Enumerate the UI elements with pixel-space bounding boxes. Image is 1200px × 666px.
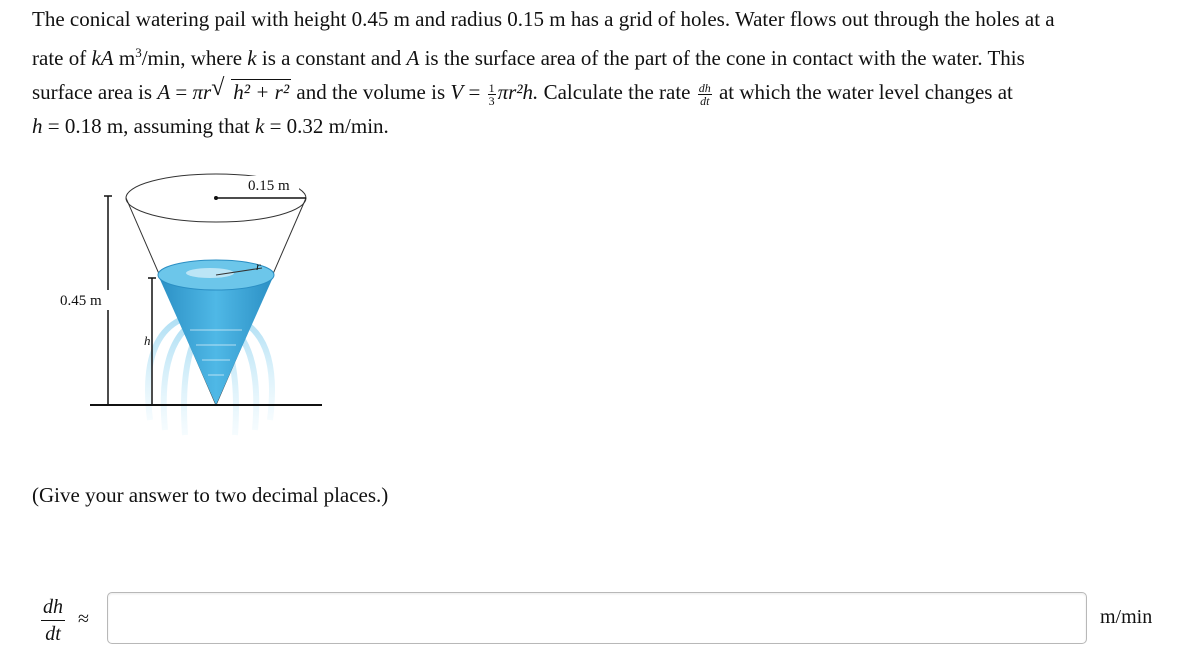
answer-row — [0, 590, 1200, 650]
water-radius-label: r — [256, 259, 261, 273]
water-height-label: h — [144, 333, 151, 348]
problem-line-1: The conical watering pail with height 0.45 m and radius 0.15 m has a grid of holes. Water flows out through the holes at a — [32, 7, 1055, 31]
approx-symbol: ≈ — [78, 608, 89, 630]
instruction-hint: (Give your answer to two decimal places.) — [32, 483, 389, 507]
answer-input[interactable] — [107, 592, 1087, 644]
problem-statement — [32, 2, 1182, 143]
height-label: 0.45 m — [60, 293, 102, 309]
fraction-one-third: $\frac{1}{3}$ — [488, 80, 495, 108]
answer-fraction: $\frac{dh}{dt}$ — [43, 596, 63, 645]
fraction-dh-dt: $\frac{dh}{dt}$ — [698, 80, 711, 108]
radius-label: 0.15 m — [248, 178, 290, 194]
problem-line-2: rate of kA $m^3/\min$, where k is a constant and A is the surface area of the part of the cone in contact with the water. This — [32, 45, 1025, 70]
cone-diagram — [40, 160, 360, 460]
unit-label: m/min — [1100, 606, 1153, 628]
sqrt-expression: √ h² + r² — [211, 75, 290, 104]
problem-line-4: h = 0.18 m, assuming that k = 0.32 m/min. — [32, 114, 389, 138]
cone-figure — [40, 160, 360, 460]
problem-line-3: surface area is A = πr √ h² + r² and the volume is V = $\frac{1}{3}$ πr²h. Calculate the rate $\frac{dh}{dt}$ at which the water level changes at — [32, 75, 1013, 108]
